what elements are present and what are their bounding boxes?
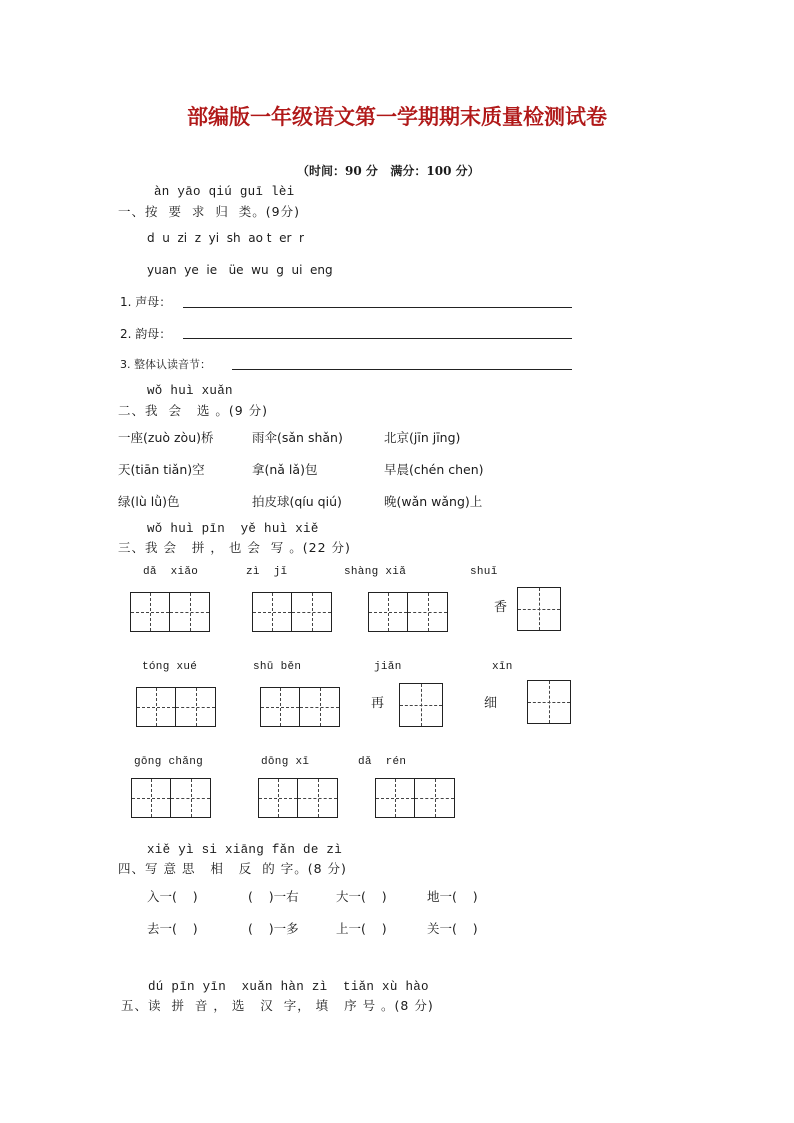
pinyin-prompt: shuǐ bbox=[470, 566, 498, 578]
line3-label: 3. 整体认读音节： bbox=[120, 358, 211, 371]
pinyin-prompt: dǎ rén bbox=[358, 756, 407, 768]
writing-cell[interactable] bbox=[171, 778, 211, 818]
section2-pinyin: wǒ huì xuǎn bbox=[147, 384, 233, 398]
antonym-blank[interactable]: 上一( ) bbox=[336, 921, 387, 936]
page-title: 部编版一年级语文第一学期期末质量检测试卷 bbox=[187, 104, 607, 129]
writing-cell[interactable] bbox=[131, 778, 171, 818]
pinyin-prompt: shū běn bbox=[253, 661, 302, 673]
writing-cell[interactable] bbox=[252, 592, 292, 632]
writing-grid[interactable] bbox=[136, 687, 216, 727]
pinyin-prompt: zì jǐ bbox=[246, 566, 288, 578]
antonym-blank[interactable]: 去一( ) bbox=[147, 921, 198, 936]
answer-line-2[interactable] bbox=[183, 338, 572, 339]
writing-cell[interactable] bbox=[527, 680, 571, 724]
writing-cell[interactable] bbox=[258, 778, 298, 818]
section3-pinyin: wǒ huì pīn yě huì xiě bbox=[147, 522, 319, 536]
line2-label: 2. 韵母： bbox=[120, 327, 172, 341]
antonym-blank[interactable]: 地一( ) bbox=[427, 889, 478, 904]
pinyin-prompt: dōng xī bbox=[261, 756, 310, 768]
choice-item[interactable]: 雨伞(sǎn shǎn) bbox=[252, 430, 343, 445]
section5-heading: 五、读 拼 音 ， 选 汉 字， 填 序 号 。(8 分) bbox=[121, 998, 434, 1013]
section2-heading: 二、我 会 选 。(9 分) bbox=[118, 403, 269, 418]
writing-cell[interactable] bbox=[130, 592, 170, 632]
writing-cell[interactable] bbox=[136, 687, 176, 727]
choice-item[interactable]: 北京(jīn jīng) bbox=[384, 430, 461, 445]
given-character: 细 bbox=[484, 696, 498, 711]
writing-grid[interactable] bbox=[131, 778, 211, 818]
antonym-blank[interactable]: 关一( ) bbox=[427, 921, 478, 936]
antonym-blank[interactable]: 入一( ) bbox=[147, 889, 198, 904]
pinyin-prompt: jiǎn bbox=[374, 661, 402, 673]
choice-item[interactable]: 早晨(chén chen) bbox=[384, 462, 484, 477]
pinyin-prompt: dǎ xiǎo bbox=[143, 566, 199, 578]
section3-heading: 三、我 会 拼 ， 也 会 写 。(22 分) bbox=[118, 540, 351, 555]
writing-grid[interactable] bbox=[517, 587, 561, 631]
antonym-blank[interactable]: ( )一右 bbox=[248, 889, 299, 904]
pinyin-prompt: gōng chǎng bbox=[134, 756, 204, 768]
choice-item[interactable]: 一座(zuò zòu)桥 bbox=[118, 430, 214, 445]
writing-cell[interactable] bbox=[415, 778, 455, 818]
writing-grid[interactable] bbox=[258, 778, 338, 818]
writing-grid[interactable] bbox=[130, 592, 210, 632]
antonym-blank[interactable]: ( )一多 bbox=[248, 921, 299, 936]
answer-line-3[interactable] bbox=[232, 369, 572, 370]
choice-item[interactable]: 天(tiān tiǎn)空 bbox=[118, 462, 205, 477]
section1-pinyin: àn yāo qiú guī lèi bbox=[154, 185, 295, 199]
choice-item[interactable]: 晚(wǎn wǎng)上 bbox=[384, 494, 483, 509]
letters-row1: d u zi z yi sh ao t er r bbox=[147, 231, 304, 245]
writing-cell[interactable] bbox=[517, 587, 561, 631]
pinyin-prompt: tóng xué bbox=[142, 661, 198, 673]
answer-line-1[interactable] bbox=[183, 307, 572, 308]
letters-row2: yuan ye ie üe wu g ui eng bbox=[147, 263, 333, 277]
writing-cell[interactable] bbox=[298, 778, 338, 818]
writing-grid[interactable] bbox=[252, 592, 332, 632]
section4-pinyin: xiě yì si xiāng fǎn de zì bbox=[147, 843, 343, 857]
choice-item[interactable]: 拍皮球(qíu qiú) bbox=[252, 494, 342, 509]
given-character: 香 bbox=[494, 600, 508, 615]
writing-cell[interactable] bbox=[176, 687, 216, 727]
writing-cell[interactable] bbox=[300, 687, 340, 727]
writing-cell[interactable] bbox=[375, 778, 415, 818]
writing-grid[interactable] bbox=[260, 687, 340, 727]
line1-label: 1. 声母： bbox=[120, 295, 172, 309]
writing-grid[interactable] bbox=[375, 778, 455, 818]
exam-subtitle: （时间：90 分 满分：100 分） bbox=[297, 164, 480, 178]
writing-cell[interactable] bbox=[170, 592, 210, 632]
section4-heading: 四、写 意 思 相 反 的 字。(8 分) bbox=[118, 861, 347, 876]
writing-cell[interactable] bbox=[399, 683, 443, 727]
given-character: 再 bbox=[371, 696, 385, 711]
writing-cell[interactable] bbox=[368, 592, 408, 632]
pinyin-prompt: shàng xiǎ bbox=[344, 566, 407, 578]
choice-item[interactable]: 拿(nǎ lǎ)包 bbox=[252, 462, 318, 477]
choice-item[interactable]: 绿(lù lǜ)色 bbox=[118, 494, 180, 509]
section5-pinyin: dú pīn yīn xuǎn hàn zì tiǎn xù hào bbox=[148, 980, 429, 994]
writing-grid[interactable] bbox=[368, 592, 448, 632]
pinyin-prompt: xīn bbox=[492, 661, 513, 673]
antonym-blank[interactable]: 大一( ) bbox=[336, 889, 387, 904]
writing-cell[interactable] bbox=[260, 687, 300, 727]
writing-cell[interactable] bbox=[292, 592, 332, 632]
writing-cell[interactable] bbox=[408, 592, 448, 632]
section1-heading: 一、按 要 求 归 类。(9分) bbox=[118, 204, 300, 219]
writing-grid[interactable] bbox=[527, 680, 571, 724]
writing-grid[interactable] bbox=[399, 683, 443, 727]
